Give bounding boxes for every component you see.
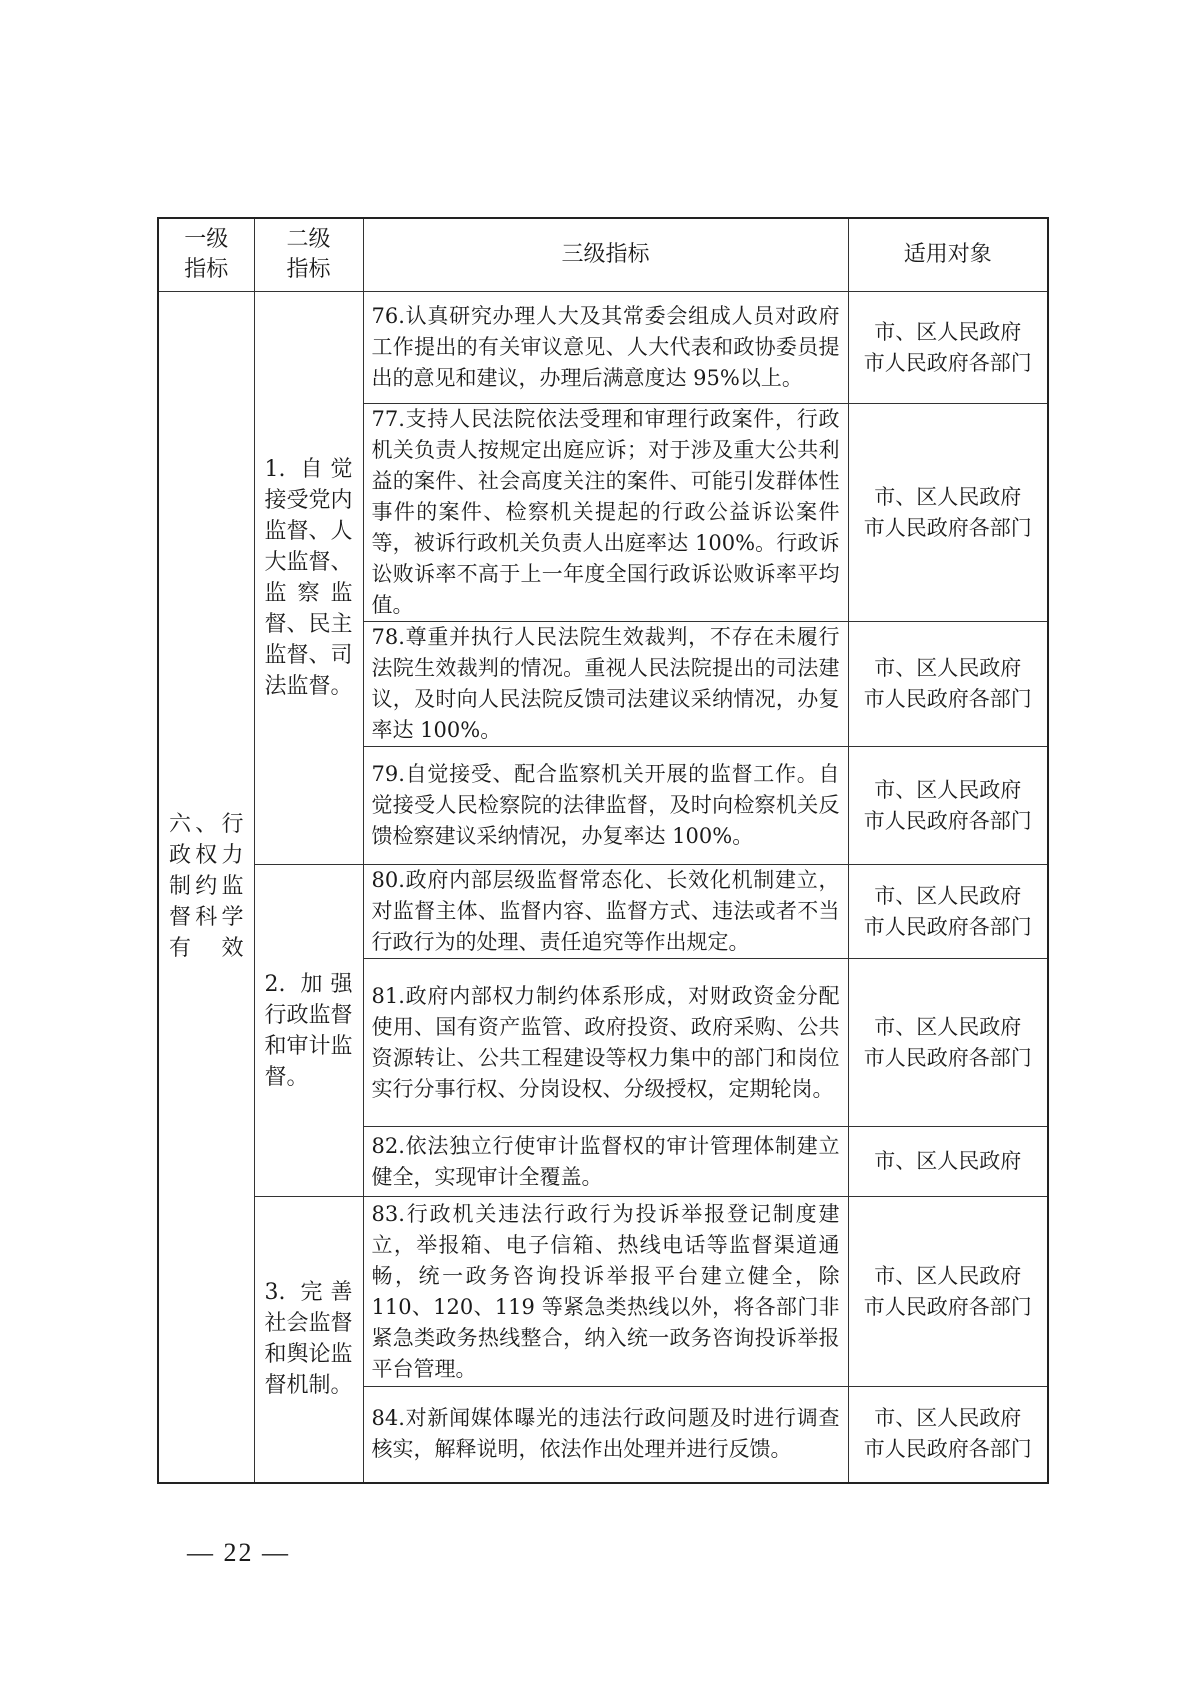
table-header-row bbox=[158, 218, 1048, 292]
indicator-cell: 81.政府内部权力制约体系形成，对财政资金分配使用、国有资产监管、政府投资、政府采购、公共资源转让、公共工程建设等权力集中的部门和岗位实行分事行权、分岗设权、分级授权，定期轮岗。 bbox=[363, 959, 848, 1127]
indicator-table bbox=[157, 217, 1049, 1484]
indicator-cell: 78.尊重并执行人民法院生效裁判，不存在未履行法院生效裁判的情况。重视人民法院提出的司法建议，及时向人民法院反馈司法建议采纳情况，办复率达 100%。 bbox=[363, 622, 848, 747]
target-cell: 市、区人民政府 市人民政府各部门 bbox=[848, 959, 1048, 1127]
table-row bbox=[158, 1197, 1048, 1387]
indicator-cell: 76.认真研究办理人大及其常委会组成人员对政府工作提出的有关审议意见、人大代表和政协委员提出的意见和建议，办理后满意度达 95%以上。 bbox=[363, 292, 848, 404]
indicator-cell: 77.支持人民法院依法受理和审理行政案件，行政机关负责人按规定出庭应诉；对于涉及重大公共利益的案件、社会高度关注的案件、可能引发群体性事件的案件、检察机关提起的行政公益诉讼案件等，被诉行政机关负责人出庭率达 100%。行政诉讼败诉率不高于上一年度全国行政诉讼败诉率平均值。 bbox=[363, 404, 848, 622]
level1-cell: 六、行政权力制约监督科学有效 bbox=[158, 292, 254, 1483]
target-cell: 市、区人民政府 bbox=[848, 1127, 1048, 1197]
level2-cell: 3. 完善社会监督和舆论监督机制。 bbox=[254, 1197, 363, 1483]
page-number: — 22 — bbox=[187, 1538, 290, 1567]
target-cell: 市、区人民政府 市人民政府各部门 bbox=[848, 865, 1048, 959]
target-cell: 市、区人民政府 市人民政府各部门 bbox=[848, 622, 1048, 747]
header-target: 适用对象 bbox=[848, 218, 1048, 292]
target-cell: 市、区人民政府 市人民政府各部门 bbox=[848, 404, 1048, 622]
indicator-cell: 83.行政机关违法行政行为投诉举报登记制度建立，举报箱、电子信箱、热线电话等监督渠道通畅，统一政务咨询投诉举报平台建立健全，除 110、120、119 等紧急类热线以外，将各部门非紧急类政务热线整合，纳入统一政务咨询投诉举报平台管理。 bbox=[363, 1197, 848, 1387]
target-cell: 市、区人民政府 市人民政府各部门 bbox=[848, 1387, 1048, 1483]
indicator-cell: 80.政府内部层级监督常态化、长效化机制建立，对监督主体、监督内容、监督方式、违法或者不当行政行为的处理、责任追究等作出规定。 bbox=[363, 865, 848, 959]
target-cell: 市、区人民政府 市人民政府各部门 bbox=[848, 1197, 1048, 1387]
indicator-cell: 84.对新闻媒体曝光的违法行政问题及时进行调查核实，解释说明，依法作出处理并进行反馈。 bbox=[363, 1387, 848, 1483]
table-row bbox=[158, 292, 1048, 404]
level2-cell: 1. 自觉接受党内监督、人大监督、监察监督、民主监督、司法监督。 bbox=[254, 292, 363, 865]
target-cell: 市、区人民政府 市人民政府各部门 bbox=[848, 747, 1048, 865]
header-level2: 二级指标 bbox=[254, 218, 363, 292]
table-row bbox=[158, 865, 1048, 959]
header-level3: 三级指标 bbox=[363, 218, 848, 292]
indicator-cell: 79.自觉接受、配合监察机关开展的监督工作。自觉接受人民检察院的法律监督，及时向检察机关反馈检察建议采纳情况，办复率达 100%。 bbox=[363, 747, 848, 865]
header-level1: 一级指标 bbox=[158, 218, 254, 292]
target-cell: 市、区人民政府 市人民政府各部门 bbox=[848, 292, 1048, 404]
level2-cell: 2. 加强行政监督和审计监督。 bbox=[254, 865, 363, 1197]
indicator-cell: 82.依法独立行使审计监督权的审计管理体制建立健全，实现审计全覆盖。 bbox=[363, 1127, 848, 1197]
